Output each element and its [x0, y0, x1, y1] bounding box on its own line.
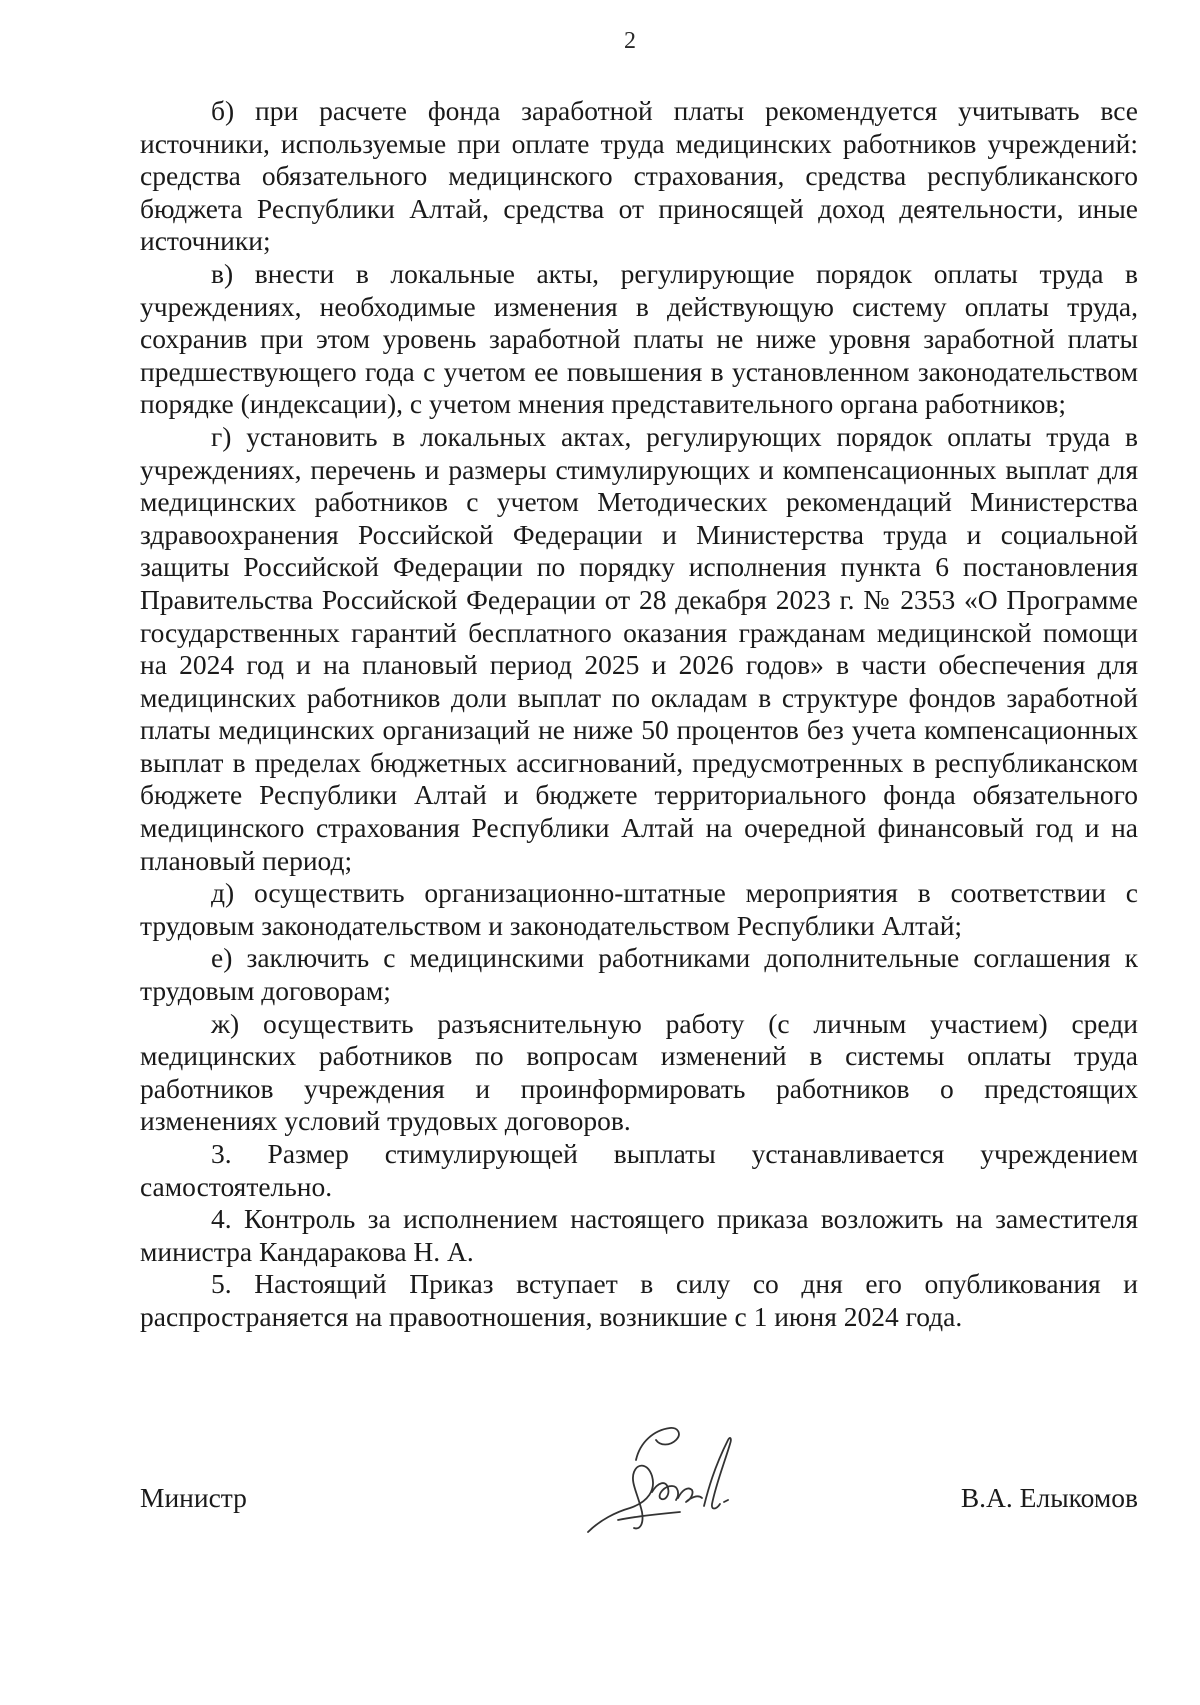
- paragraph-d: д) осуществить организационно-штатные мероприятия в соответствии с трудовым законодательством и законодательством Республики Алтай;: [140, 877, 1138, 941]
- paragraph-4: 4. Контроль за исполнением настоящего приказа возложить на заместителя министра Кандаракова Н. А.: [140, 1203, 1138, 1267]
- document-body: [140, 95, 1138, 1334]
- signatory-title: Министр: [140, 1482, 247, 1513]
- paragraph-zh: ж) осуществить разъяснительную работу (с личным участием) среди медицинских работников по вопросам изменений в системы оплаты труда работников учреждения и проинформировать работников о предстоящих изменениях условий трудовых договоров.: [140, 1007, 1138, 1137]
- signatory-name: В.А. Елыкомов: [960, 1482, 1138, 1513]
- paragraph-g: г) установить в локальных актах, регулирующих порядок оплаты труда в учреждениях, перечень и размеры стимулирующих и компенсационных выплат для медицинских работников с учетом Методических рекомендаций Министерства здравоохранения Российской Федерации и Министерства труда и социальной защиты Российской Федерации по порядку исполнения пункта 6 постановления Правительства Российской Федерации от 28 декабря 2023 г. № 2353 «О Программе государственных гарантий бесплатного оказания гражданам медицинской помощи на 2024 год и на плановый период 2025 и 2026 годов» в части обеспечения для медицинских работников доли выплат по окладам в структуре фондов заработной платы медицинских организаций не ниже 50 процентов без учета компенсационных выплат в пределах бюджетных ассигнований, предусмотренных в республиканском бюджете Республики Алтай и бюджете территориального фонда обязательного медицинского страхования Республики Алтай на очередной финансовый год и на плановый период;: [140, 420, 1138, 876]
- paragraph-3: 3. Размер стимулирующей выплаты устанавливается учреждением самостоятельно.: [140, 1138, 1138, 1202]
- signature-block: [140, 1420, 1138, 1540]
- paragraph-5: 5. Настоящий Приказ вступает в силу со дня его опубликования и распространяется на правоотношения, возникшие с 1 июня 2024 года.: [140, 1268, 1138, 1332]
- handwritten-signature: [578, 1420, 748, 1538]
- page-number: 2: [624, 28, 636, 54]
- paragraph-b: б) при расчете фонда заработной платы рекомендуется учитывать все источники, используемые при оплате труда медицинских работников учреждений: средства обязательного медицинского страхования, средства республиканского бюджета Республики Алтай, средства от приносящей доход деятельности, иные источники;: [140, 95, 1138, 257]
- paragraph-e: е) заключить с медицинскими работниками дополнительные соглашения к трудовым договорам;: [140, 942, 1138, 1007]
- paragraph-v: в) внести в локальные акты, регулирующие порядок оплаты труда в учреждениях, необходимые изменения в действующую систему оплаты труда, сохранив при этом уровень заработной платы не ниже уровня заработной платы предшествующего года с учетом ее повышения в установленном законодательством порядке (индексации), с учетом мнения представительного органа работников;: [140, 257, 1138, 420]
